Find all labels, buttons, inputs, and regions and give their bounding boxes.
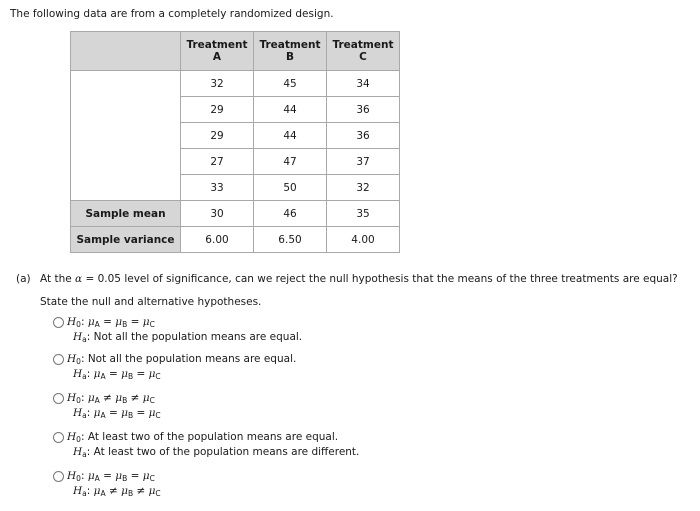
header-row	[71, 32, 400, 71]
null-hypothesis: $H_0$: $\mu_A \ne \mu_B \ne \mu_C$	[67, 392, 155, 405]
header-treatment-b: Treatment B	[254, 32, 327, 71]
question-a	[16, 273, 678, 285]
table-cell: 32	[327, 175, 400, 201]
table-cell: 29	[181, 97, 254, 123]
radio-button[interactable]	[53, 354, 64, 365]
header-treatment-c: Treatment C	[327, 32, 400, 71]
radio-button[interactable]	[53, 471, 64, 482]
question-text: At the α = 0.05 level of significance, can we reject the null hypothesis that the means of the three treatments are equal?	[40, 273, 678, 285]
alternative-hypothesis: $H_a$: At least two of the population means are different.	[73, 446, 360, 459]
table-cell: 44	[254, 123, 327, 149]
null-hypothesis: $H_0$: $\mu_A = \mu_B = \mu_C$	[67, 470, 155, 483]
table-cell: 30	[181, 201, 254, 227]
table-cell: 27	[181, 149, 254, 175]
hypotheses-prompt: State the null and alternative hypotheses.	[40, 296, 262, 308]
table-cell: 32	[181, 71, 254, 97]
radio-button[interactable]	[53, 317, 64, 328]
table-cell: 33	[181, 175, 254, 201]
sample-mean-label: Sample mean	[71, 201, 181, 227]
table-row	[71, 71, 400, 97]
null-hypothesis: $H_0$: $\mu_A = \mu_B = \mu_C$	[67, 316, 155, 329]
intro-text: The following data are from a completely randomized design.	[10, 8, 334, 20]
alternative-hypothesis: $H_a$: Not all the population means are equal.	[73, 331, 303, 344]
sample-mean-row	[71, 201, 400, 227]
table-cell: 35	[327, 201, 400, 227]
blank-cell	[71, 71, 181, 201]
radio-button[interactable]	[53, 432, 64, 443]
null-hypothesis: $H_0$: Not all the population means are equal.	[67, 353, 297, 366]
alternative-hypothesis: $H_a$: $\mu_A = \mu_B = \mu_C$	[73, 368, 161, 381]
sample-variance-row	[71, 227, 400, 253]
sample-variance-label: Sample variance	[71, 227, 181, 253]
radio-button[interactable]	[53, 393, 64, 404]
table-cell: 6.50	[254, 227, 327, 253]
table-cell: 50	[254, 175, 327, 201]
header-treatment-a: Treatment A	[181, 32, 254, 71]
null-hypothesis: $H_0$: At least two of the population means are equal.	[67, 431, 339, 444]
table-cell: 47	[254, 149, 327, 175]
table-cell: 44	[254, 97, 327, 123]
data-table	[70, 31, 400, 253]
table-cell: 36	[327, 123, 400, 149]
question-label: (a)	[16, 273, 31, 285]
header-corner	[71, 32, 181, 71]
table-cell: 45	[254, 71, 327, 97]
table-cell: 46	[254, 201, 327, 227]
table-cell: 29	[181, 123, 254, 149]
table-cell: 34	[327, 71, 400, 97]
table-cell: 36	[327, 97, 400, 123]
alternative-hypothesis: $H_a$: $\mu_A \ne \mu_B \ne \mu_C$	[73, 485, 161, 498]
alternative-hypothesis: $H_a$: $\mu_A = \mu_B = \mu_C$	[73, 407, 161, 420]
table-cell: 6.00	[181, 227, 254, 253]
table-cell: 4.00	[327, 227, 400, 253]
table-cell: 37	[327, 149, 400, 175]
